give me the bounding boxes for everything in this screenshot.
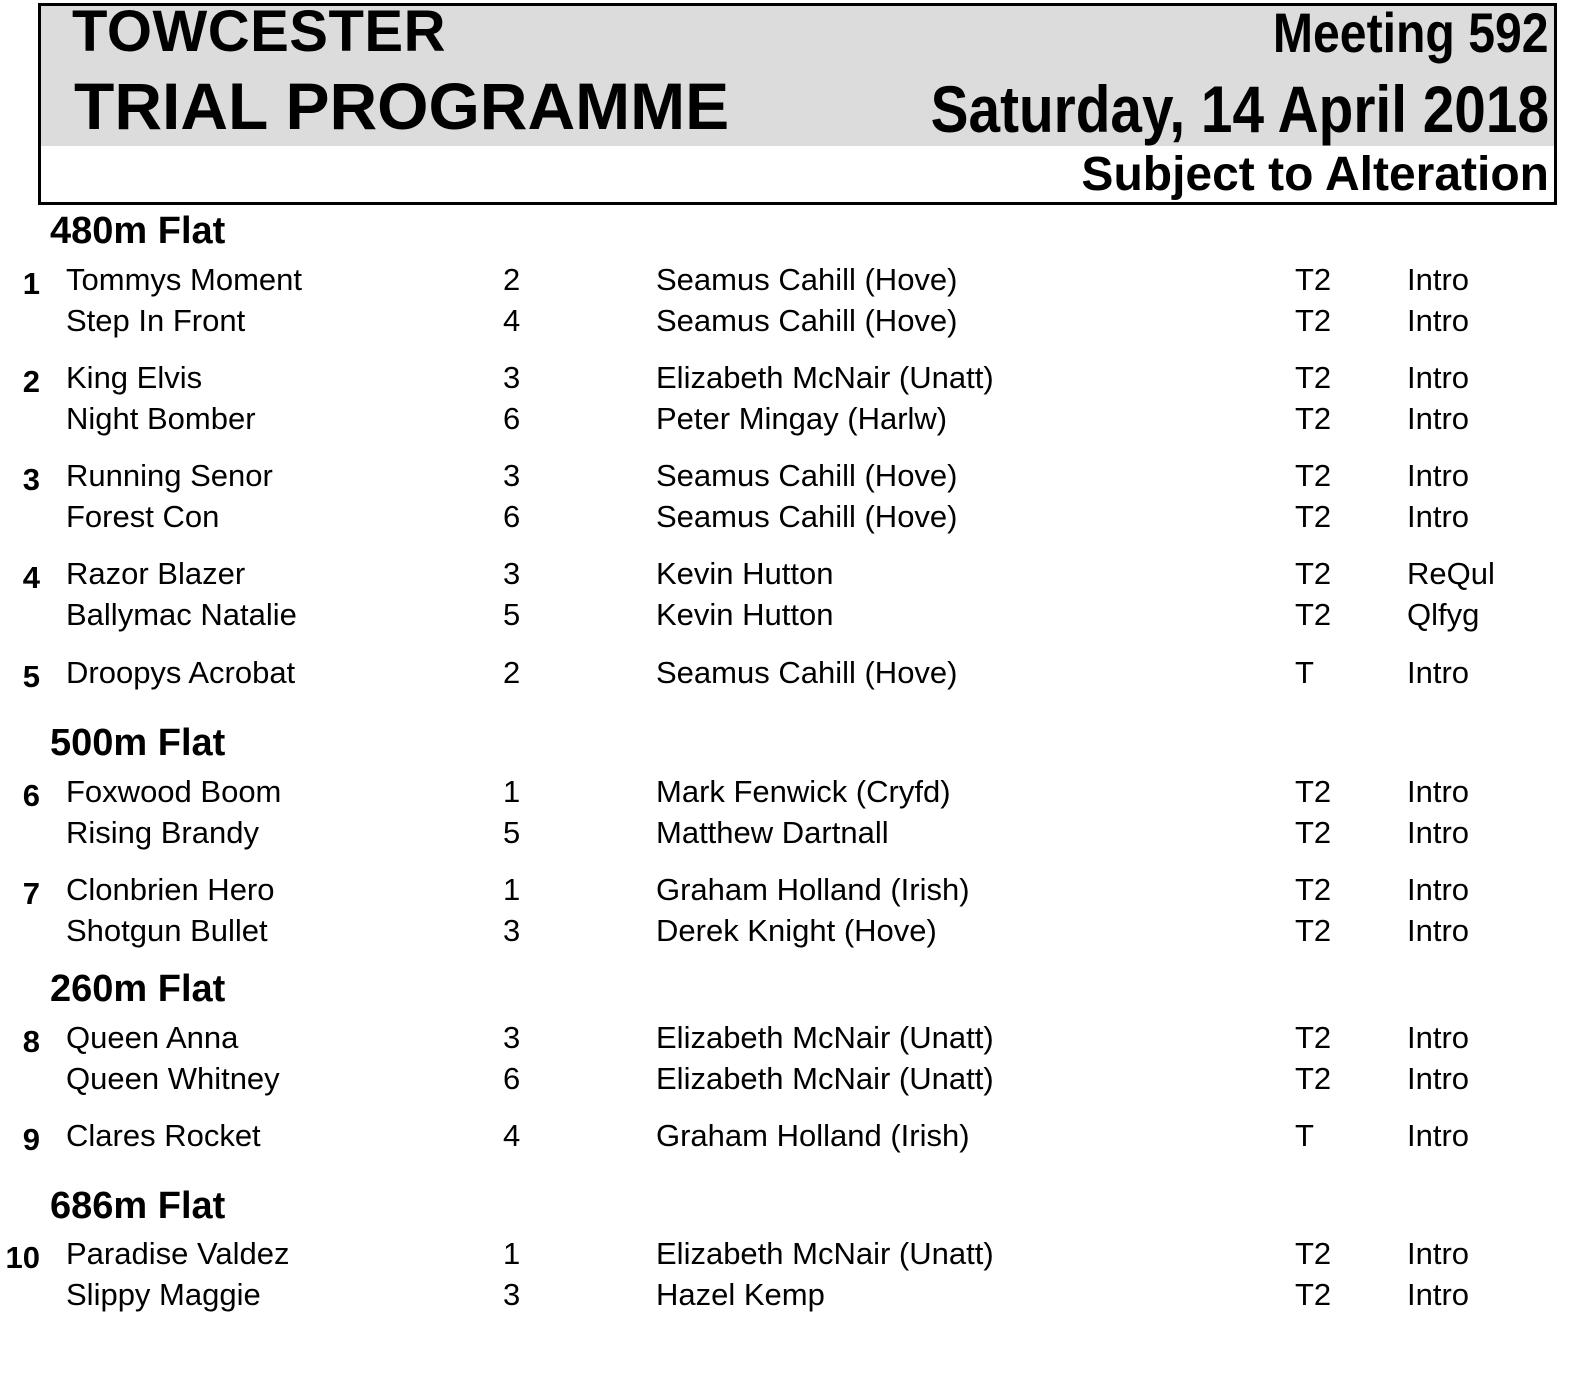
runner-type: T2 [1295,774,1332,809]
runner-type: T2 [1295,303,1332,338]
runner-trainer: Seamus Cahill (Hove) [656,458,958,493]
trial-4 [0,556,1595,640]
runner-trainer: Matthew Dartnall [656,815,889,850]
runner-row [0,597,1595,638]
runner-trainer: Elizabeth McNair (Unatt) [656,360,994,395]
runner-trainer: Graham Holland (Irish) [656,872,970,907]
runner-trap: 1 [503,872,521,907]
runner-name: Queen Anna [66,1020,239,1055]
runner-status: Intro [1407,458,1470,493]
runner-row [0,815,1595,856]
runner-type: T2 [1295,556,1332,591]
runner-row [0,360,1595,401]
section-title: 686m Flat [50,1185,226,1227]
runner-name: Running Senor [66,458,273,493]
runner-name: Clonbrien Hero [66,872,275,907]
runner-trap: 4 [503,1118,521,1153]
trial-number: 10 [5,1240,40,1275]
runner-status: ReQul [1407,556,1495,591]
runner-name: Rising Brandy [66,815,259,850]
runner-trainer: Seamus Cahill (Hove) [656,262,958,297]
section-title: 480m Flat [50,210,226,252]
trial-10 [0,1236,1595,1320]
meeting-date: Saturday, 14 April 2018 [930,72,1549,146]
runner-row [0,872,1595,913]
runner-row [0,262,1595,303]
runner-type: T2 [1295,1236,1332,1271]
trial-6 [0,774,1595,858]
runner-trainer: Seamus Cahill (Hove) [656,499,958,534]
runner-trainer: Elizabeth McNair (Unatt) [656,1020,994,1055]
runner-type: T [1295,655,1314,690]
trial-9 [0,1118,1595,1202]
runner-status: Intro [1407,360,1470,395]
section-title: 260m Flat [50,968,226,1010]
runner-trap: 2 [503,262,521,297]
runner-name: Queen Whitney [66,1061,280,1096]
runner-trainer: Graham Holland (Irish) [656,1118,970,1153]
trial-number: 4 [22,560,40,595]
runner-status: Intro [1407,774,1470,809]
runner-name: Razor Blazer [66,556,246,591]
runner-row [0,401,1595,442]
runner-type: T2 [1295,360,1332,395]
runner-row [0,458,1595,499]
runner-trap: 6 [503,1061,521,1096]
runner-row [0,1118,1595,1159]
runner-row [0,774,1595,815]
programme-title: TRIAL PROGRAMME [74,69,730,143]
runner-name: Night Bomber [66,401,256,436]
runner-type: T2 [1295,458,1332,493]
runner-row [0,499,1595,540]
runner-trap: 5 [503,815,521,850]
trial-5 [0,655,1595,739]
trial-number: 8 [22,1024,40,1059]
runner-type: T2 [1295,262,1332,297]
runner-name: Foxwood Boom [66,774,282,809]
runner-trainer: Hazel Kemp [656,1277,825,1312]
runner-status: Intro [1407,499,1470,534]
runner-name: Clares Rocket [66,1118,261,1153]
venue-title: TOWCESTER [72,0,446,64]
runner-trap: 3 [503,360,521,395]
runner-name: King Elvis [66,360,203,395]
runner-status: Intro [1407,1061,1470,1096]
runner-trainer: Elizabeth McNair (Unatt) [656,1236,994,1271]
trial-3 [0,458,1595,542]
runner-trap: 5 [503,597,521,632]
runner-type: T2 [1295,913,1332,948]
runner-name: Forest Con [66,499,220,534]
runner-trainer: Seamus Cahill (Hove) [656,655,958,690]
runner-name: Paradise Valdez [66,1236,290,1271]
runner-trainer: Derek Knight (Hove) [656,913,937,948]
runner-status: Intro [1407,913,1470,948]
runner-trap: 6 [503,499,521,534]
trial-number: 1 [22,266,40,301]
runner-type: T2 [1295,597,1332,632]
subject-to-alteration-note: Subject to Alteration [1081,148,1549,201]
trial-number: 9 [22,1122,40,1157]
trial-number: 5 [22,659,40,694]
runner-type: T2 [1295,815,1332,850]
runner-status: Intro [1407,872,1470,907]
runner-status: Intro [1407,1020,1470,1055]
runner-trap: 3 [503,556,521,591]
runner-status: Intro [1407,815,1470,850]
runner-type: T2 [1295,401,1332,436]
runner-trap: 4 [503,303,521,338]
trial-7 [0,872,1595,956]
trial-8 [0,1020,1595,1104]
trial-1 [0,262,1595,346]
runner-row [0,556,1595,597]
runner-trainer: Mark Fenwick (Cryfd) [656,774,951,809]
trial-2 [0,360,1595,444]
runner-type: T2 [1295,1020,1332,1055]
runner-status: Intro [1407,262,1470,297]
runner-type: T2 [1295,499,1332,534]
runner-trainer: Elizabeth McNair (Unatt) [656,1061,994,1096]
runner-type: T2 [1295,1277,1332,1312]
runner-row [0,913,1595,954]
runner-status: Intro [1407,303,1470,338]
trial-number: 2 [22,364,40,399]
runner-trap: 3 [503,458,521,493]
runner-row [0,1236,1595,1277]
runner-name: Tommys Moment [66,262,302,297]
runner-trap: 3 [503,913,521,948]
runner-status: Intro [1407,1277,1470,1312]
runner-name: Ballymac Natalie [66,597,297,632]
runner-row [0,655,1595,696]
runner-type: T [1295,1118,1314,1153]
runner-trap: 6 [503,401,521,436]
runner-trainer: Kevin Hutton [656,597,834,632]
meeting-number: Meeting 592 [1273,1,1549,64]
runner-trainer: Seamus Cahill (Hove) [656,303,958,338]
section-title: 500m Flat [50,722,226,764]
runner-trap: 1 [503,1236,521,1271]
runner-trap: 3 [503,1277,521,1312]
trial-number: 7 [22,876,40,911]
runner-status: Intro [1407,401,1470,436]
runner-name: Step In Front [66,303,246,338]
runner-row [0,1061,1595,1102]
runner-row [0,1277,1595,1318]
runner-row [0,1020,1595,1061]
runner-type: T2 [1295,1061,1332,1096]
runner-status: Intro [1407,655,1470,690]
runner-name: Droopys Acrobat [66,655,296,690]
runner-name: Shotgun Bullet [66,913,268,948]
runner-status: Intro [1407,1236,1470,1271]
runner-type: T2 [1295,872,1332,907]
runner-trap: 2 [503,655,521,690]
runner-trap: 1 [503,774,521,809]
runner-row [0,303,1595,344]
trial-number: 6 [22,778,40,813]
trial-number: 3 [22,462,40,497]
runner-name: Slippy Maggie [66,1277,261,1312]
runner-trainer: Peter Mingay (Harlw) [656,401,948,436]
runner-trap: 3 [503,1020,521,1055]
runner-status: Qlfyg [1407,597,1480,632]
runner-trainer: Kevin Hutton [656,556,834,591]
runner-status: Intro [1407,1118,1470,1153]
